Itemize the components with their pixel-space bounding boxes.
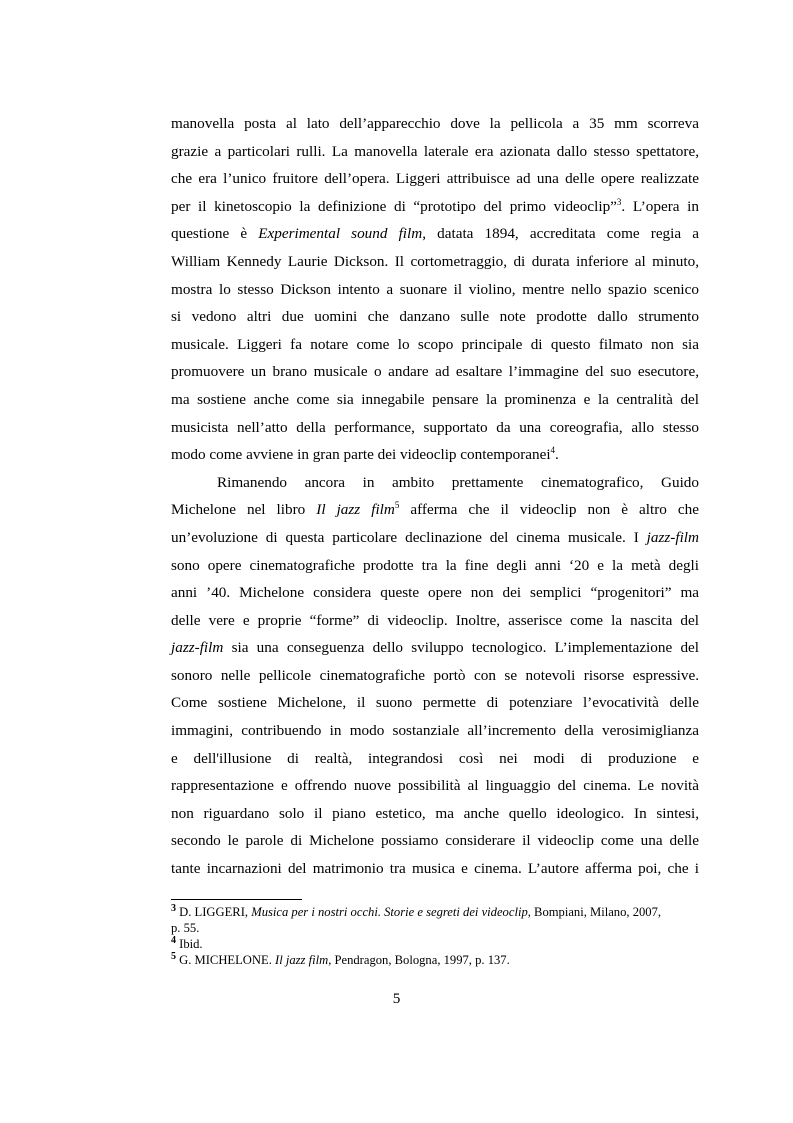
text-run: manovella posta al lato dell’apparecchio dove la pellicola a 35 mm scorreva [171, 115, 699, 132]
paragraph-1 [171, 110, 699, 469]
footnote-text: D. LIGGERI, [176, 905, 252, 919]
text-line [171, 303, 699, 331]
footnote-number: 4 [171, 934, 176, 946]
text-run: Come sostiene Michelone, il suono permette di potenziare l’evocatività delle [171, 694, 699, 712]
text-line [171, 524, 699, 552]
text-run: , datata 1894, accreditata come regia a [422, 225, 699, 243]
text-run: anni ’40. Michelone considera queste opere non dei semplici “progenitori” ma [171, 584, 699, 602]
body-text [171, 110, 699, 883]
text-run: ma sostiene anche come sia innegabile pensare la prominenza e la centralità del [171, 390, 699, 408]
text-line [171, 414, 699, 442]
text-run: rappresentazione e offrendo nuove possibilità al linguaggio del cinema. Le novità [171, 777, 699, 795]
text-run: immagini, contribuendo in modo sostanziale all’incremento della verosimiglianza [171, 722, 699, 740]
text-line [171, 855, 699, 883]
footnote-text: , Bompiani, Milano, 2007, [527, 905, 662, 919]
text-line [171, 745, 699, 773]
footnote-ref-5[interactable]: 5 [394, 500, 400, 511]
text-run: grazie a particolari rulli. La manovella laterale era azionata dallo stesso spettatore, [171, 142, 699, 160]
text-run: musicale. Liggeri fa notare come lo scopo principale di questo filmato non sia [171, 335, 699, 353]
text-run: Rimanendo ancora in ambito prettamente cinematografico, Guido [217, 473, 699, 491]
text-line [171, 689, 699, 717]
footnote-line [171, 904, 699, 920]
text-line [171, 469, 699, 497]
text-line [171, 358, 699, 386]
text-run: e dell'illusione di realtà, integrandosi così nei modi di produzione e [171, 749, 699, 767]
footnote-ref-3[interactable]: 3 [616, 196, 622, 207]
text-run: . L’opera in [621, 197, 699, 215]
footnote-5 [171, 952, 699, 968]
text-run: promuovere un brano musicale o andare ad esaltare l’immagine del suo esecutore, [171, 363, 699, 381]
text-run: mostra lo stesso Dickson intento a suonare il violino, mentre nello spazio scenico [171, 280, 699, 298]
footnotes [171, 904, 699, 968]
text-line [171, 717, 699, 745]
paragraph-2 [171, 469, 699, 883]
text-line [171, 138, 699, 166]
footnote-divider [171, 899, 302, 900]
footnote-line [171, 920, 699, 936]
text-line [171, 579, 699, 607]
footnote-number: 5 [171, 950, 176, 962]
text-line [171, 552, 699, 580]
footnote-number: 3 [171, 902, 176, 914]
text-run: un’evoluzione di questa particolare declinazione del cinema musicale. I [171, 528, 647, 546]
text-line [171, 220, 699, 248]
text-run: tante incarnazioni del matrimonio tra musica e cinema. L’autore afferma poi, che i [171, 860, 699, 878]
footnote-book-title: Musica per i nostri occhi. Storie e segreti dei videoclip [251, 905, 528, 919]
text-line [171, 110, 699, 138]
text-line [171, 193, 699, 221]
genre-term: jazz-film [646, 528, 699, 546]
footnote-text: , Pendragon, Bologna, 1997, p. 137. [328, 953, 510, 967]
text-line [171, 165, 699, 193]
text-line [171, 331, 699, 359]
footnote-4 [171, 936, 699, 952]
text-line [171, 386, 699, 414]
footnote-book-title: Il jazz film [275, 953, 329, 967]
footnote-3 [171, 904, 699, 936]
text-line [171, 662, 699, 690]
text-line [171, 772, 699, 800]
text-run: per il kinetoscopio la definizione di “prototipo del primo videoclip” [171, 197, 617, 215]
text-run: questione è [171, 225, 259, 243]
text-line [171, 634, 699, 662]
text-line [171, 800, 699, 828]
text-line [171, 827, 699, 855]
footnote-text: G. MICHELONE. [176, 953, 275, 967]
footnote-line [171, 936, 699, 952]
text-run: che era l’unico fruitore dell’opera. Liggeri attribuisce ad una delle opere realizzate [171, 170, 699, 188]
text-run: . [555, 446, 559, 464]
film-title: Experimental sound film [258, 225, 423, 243]
text-run: Michelone nel libro [171, 501, 317, 519]
text-line [171, 496, 699, 524]
page-number: 5 [392, 990, 401, 1007]
text-run: afferma che il videoclip non è altro che [399, 501, 699, 519]
text-run: si vedono altri due uomini che danzano sulle note prodotte dallo strumento [171, 308, 699, 326]
book-title: Il jazz film [316, 501, 395, 519]
text-run: non riguardano solo il piano estetico, ma anche quello ideologico. In sintesi, [171, 804, 699, 822]
footnote-text: p. 55. [171, 921, 200, 935]
text-line [171, 248, 699, 276]
text-run: modo come avviene in gran parte dei videoclip contemporanei [171, 446, 551, 464]
footnote-text: Ibid. [176, 937, 203, 951]
text-line [171, 607, 699, 635]
text-run: musicista nell’atto della performance, supportato da una coreografia, allo stesso [171, 418, 699, 436]
text-run: William Kennedy Laurie Dickson. Il cortometraggio, di durata inferiore al minuto, [171, 252, 699, 270]
text-run: secondo le parole di Michelone possiamo considerare il videoclip come una delle [171, 832, 699, 850]
text-run: sonoro nelle pellicole cinematografiche portò con se notevoli risorse espressive. [171, 666, 699, 684]
footnote-ref-4[interactable]: 4 [550, 445, 556, 456]
text-run: sono opere cinematografiche prodotte tra la fine degli anni ‘20 e la metà degli [171, 556, 699, 574]
text-line [171, 276, 699, 304]
footnote-line [171, 952, 699, 968]
text-line [171, 441, 699, 469]
text-run: delle vere e proprie “forme” di videoclip. Inoltre, asserisce come la nascita del [171, 611, 699, 629]
genre-term: jazz-film [171, 639, 224, 657]
text-run: sia una conseguenza dello sviluppo tecnologico. L’implementazione del [223, 639, 699, 657]
